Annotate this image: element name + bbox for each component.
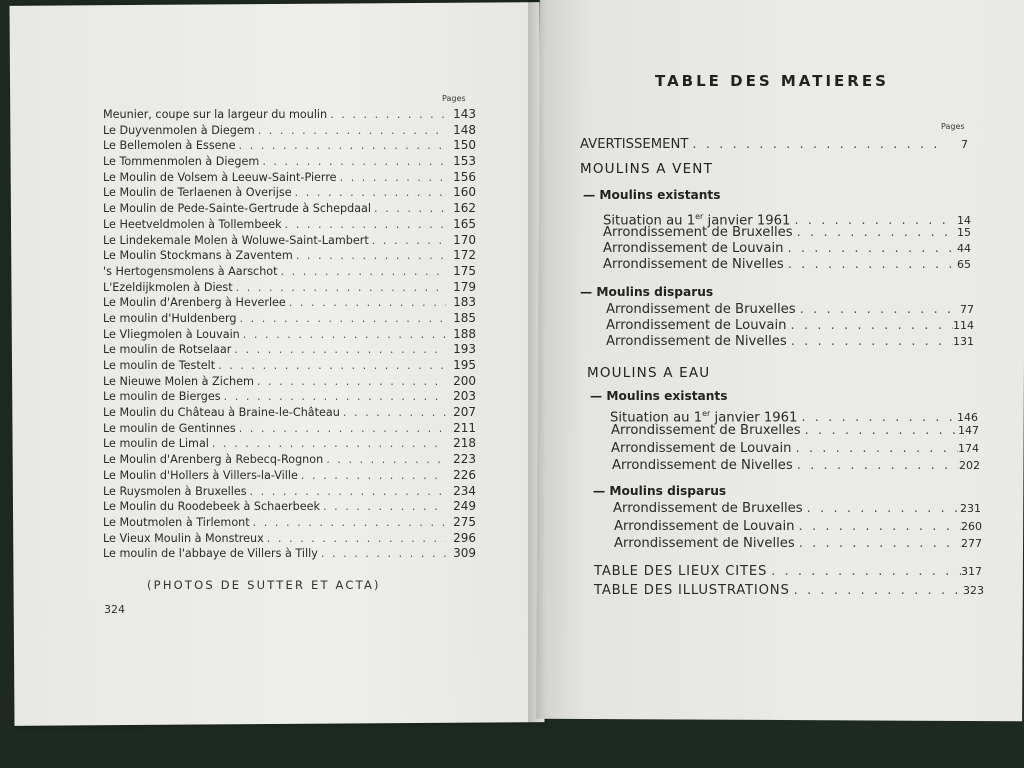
illustration-title: Le moulin de Rotselaar	[103, 343, 232, 357]
illustration-page: 148	[453, 122, 476, 137]
illustration-title: Le Moulin d'Arenberg à Rebecq-Rognon	[103, 453, 324, 467]
toc-entry-title: TABLE DES ILLUSTRATIONS	[594, 583, 790, 598]
toc-entry	[606, 301, 974, 318]
illustration-entry	[103, 531, 476, 547]
leader-dots	[292, 185, 446, 201]
illustration-title: Meunier, coupe sur la largeur du moulin	[103, 108, 328, 121]
illustration-entry	[103, 546, 476, 562]
illustration-title: Le Bellemolen à Essene	[103, 139, 236, 153]
illustration-entry	[103, 452, 476, 468]
toc-entry-page: 131	[953, 335, 974, 348]
toc-entry-avertissement	[580, 136, 968, 153]
illustration-entry	[103, 154, 476, 170]
leader-dots	[282, 217, 446, 233]
illustration-entry	[103, 138, 476, 154]
leader-dots	[323, 452, 446, 468]
illustration-title: Le Nieuwe Molen à Zichem	[103, 374, 254, 388]
leader-dots	[293, 248, 446, 264]
illustration-page: 150	[453, 138, 476, 153]
illustration-entry	[103, 436, 476, 452]
pages-column-header: Pages	[442, 94, 466, 103]
toc-entry-title: Arrondissement de Louvain	[611, 441, 792, 456]
illustration-entry	[103, 327, 476, 343]
illustration-title: 's Hertogensmolens à Aarschot	[103, 264, 278, 278]
toc-entry-page: 77	[960, 303, 974, 316]
illustration-entry	[103, 264, 476, 280]
toc-entry-title: Arrondissement de Louvain	[606, 318, 787, 333]
toc-entry-title: Arrondissement de Nivelles	[612, 458, 793, 473]
illustration-title: L'Ezeldijkmolen à Diest	[103, 280, 233, 294]
toc-entry-page: 323	[963, 584, 984, 597]
leader-dots	[215, 358, 446, 374]
illustration-title: Le moulin d'Huldenberg	[103, 311, 237, 325]
toc-entry-page: 114	[953, 319, 974, 332]
toc-entry-lieux	[594, 563, 982, 580]
toc-entry-title: Arrondissement de Bruxelles	[606, 302, 796, 317]
leader-dots	[209, 436, 446, 452]
illustration-entry	[103, 233, 476, 249]
illustration-page: 179	[453, 279, 476, 294]
toc-entry-title: Arrondissement de Nivelles	[614, 536, 795, 551]
illustration-page: 203	[453, 389, 476, 404]
toc-entry	[613, 500, 981, 517]
illustration-page: 207	[453, 405, 476, 420]
leader-dots	[233, 280, 446, 296]
illustration-entry	[103, 484, 476, 500]
illustration-entry	[103, 217, 476, 233]
leader-dots	[327, 107, 446, 123]
illustration-title: Le Moulin de Volsem à Leeuw-Saint-Pierre	[103, 170, 337, 184]
leader-dots	[255, 123, 446, 139]
leader-dots	[298, 468, 446, 484]
leader-dots	[369, 233, 446, 249]
illustration-page: 188	[453, 326, 476, 341]
toc-entry-page: 147	[958, 424, 979, 437]
leader-dots	[254, 374, 446, 390]
leader-dots	[250, 515, 446, 531]
toc-entry-page: 231	[960, 502, 981, 515]
toc-entry-title: Arrondissement de Louvain	[603, 241, 784, 256]
leader-dots	[247, 484, 446, 500]
leader-dots	[337, 170, 446, 186]
illustration-page: 296	[453, 530, 476, 545]
toc-entry	[611, 422, 979, 439]
illustration-title: Le Moulin du Roodebeek à Schaerbeek	[103, 500, 320, 514]
illustration-entry	[103, 374, 476, 390]
leader-dots	[371, 201, 446, 217]
toc-entry-title: Situation au 1er janvier 1961	[610, 409, 798, 426]
illustration-entry	[103, 311, 476, 327]
toc-entry-page: 15	[957, 226, 971, 239]
toc-entry	[603, 224, 971, 241]
illustration-entry	[103, 185, 476, 201]
toc-entry	[614, 518, 982, 535]
right-page	[536, 0, 1024, 721]
leader-dots	[237, 311, 446, 327]
leader-dots	[259, 154, 446, 170]
leader-dots	[318, 546, 446, 562]
illustration-page: 143	[453, 107, 476, 121]
illustration-page: 226	[453, 467, 476, 482]
illustration-title: Le Moulin de Terlaenen à Overijse	[103, 186, 292, 200]
subsection-heading: — Moulins disparus	[593, 484, 727, 498]
leader-dots	[286, 295, 446, 311]
toc-entry-illustrations	[594, 582, 984, 599]
toc-entry	[614, 535, 982, 552]
illustration-page: 156	[453, 169, 476, 184]
toc-entry-title: Situation au 1er janvier 1961	[603, 212, 791, 229]
illustration-entry	[103, 358, 476, 374]
toc-entry-title: AVERTISSEMENT	[580, 137, 689, 152]
pages-column-header: Pages	[941, 122, 965, 131]
illustration-page: 195	[453, 358, 476, 372]
illustration-entry	[103, 405, 476, 421]
illustration-page: 218	[453, 436, 476, 451]
toc-entry-title: Arrondissement de Louvain	[614, 519, 795, 534]
illustration-title: Le Moulin d'Arenberg à Heverlee	[103, 296, 286, 310]
illustration-page: 183	[453, 295, 476, 310]
illustration-entry	[103, 515, 476, 531]
leader-dots	[221, 389, 446, 405]
toc-entry-page: 202	[959, 459, 980, 472]
illustration-page: 223	[453, 452, 476, 467]
subsection-heading: — Moulins existants	[583, 188, 721, 202]
illustration-page: 193	[453, 342, 476, 357]
illustration-title: Le Moulin de Pede-Sainte-Gertrude à Schepdaal	[103, 202, 372, 216]
illustrations-list	[103, 107, 476, 562]
leader-dots	[236, 138, 446, 154]
illustration-title: Le Tommenmolen à Diegem	[103, 155, 260, 169]
leader-dots	[278, 264, 446, 280]
illustration-page: 160	[453, 185, 476, 200]
illustration-entry	[103, 295, 476, 311]
illustration-title: Le moulin de l'abbaye de Villers à Tilly	[103, 547, 318, 561]
book-spine	[528, 0, 546, 722]
illustration-entry	[103, 421, 476, 437]
illustration-title: Le moulin de Limal	[103, 437, 209, 451]
illustration-title: Le Vliegmolen à Louvain	[103, 327, 240, 341]
illustration-entry	[103, 342, 476, 358]
illustration-page: 234	[453, 483, 476, 498]
toc-entry-page: 7	[961, 138, 968, 151]
toc-entry-title: Arrondissement de Nivelles	[606, 334, 787, 349]
toc-entry-page: 317	[961, 565, 982, 578]
illustration-title: Le moulin de Testelt	[103, 359, 216, 372]
toc-entry-page: 260	[961, 520, 982, 533]
leader-dots	[264, 531, 446, 547]
illustration-title: Le moulin de Bierges	[103, 390, 221, 404]
toc-entry-page: 44	[957, 242, 971, 255]
illustration-page: 211	[453, 420, 476, 435]
toc-entry	[603, 240, 971, 257]
photo-credits: (PHOTOS DE SUTTER ET ACTA)	[147, 578, 381, 592]
toc-entry-page: 65	[957, 258, 971, 271]
toc-entry	[606, 333, 974, 350]
leader-dots	[240, 327, 446, 343]
illustration-entry	[103, 248, 476, 264]
illustration-entry	[103, 201, 476, 217]
illustration-title: Le Moulin du Château à Braine-le-Château	[103, 406, 340, 420]
toc-entry-title: Arrondissement de Bruxelles	[613, 501, 803, 516]
illustration-title: Le Heetveldmolen à Tollembeek	[103, 217, 282, 231]
toc-entry	[611, 440, 979, 457]
illustration-page: 275	[453, 514, 476, 529]
section-heading-vent: MOULINS A VENT	[580, 161, 714, 177]
illustration-page: 249	[453, 499, 476, 514]
leader-dots	[231, 342, 446, 358]
toc-entry	[612, 457, 980, 474]
subsection-heading: — Moulins existants	[590, 389, 728, 403]
illustration-page: 309	[453, 546, 476, 561]
illustration-title: Le Moulin Stockmans à Zaventem	[103, 249, 293, 263]
toc-entry	[603, 256, 971, 273]
toc-entry-title: Arrondissement de Bruxelles	[611, 423, 801, 438]
toc-entry-title: Arrondissement de Nivelles	[603, 257, 784, 272]
illustration-page: 165	[453, 216, 476, 231]
illustration-entry	[103, 468, 476, 484]
illustration-page: 185	[453, 310, 476, 325]
toc-entry-page: 277	[961, 537, 982, 550]
illustration-page: 153	[453, 154, 476, 169]
illustration-title: Le Ruysmolen à Bruxelles	[103, 484, 247, 498]
illustration-entry	[103, 170, 476, 186]
illustration-entry	[103, 389, 476, 405]
illustration-title: Le Duyvenmolen à Diegem	[103, 123, 255, 137]
illustration-entry	[103, 107, 476, 123]
toc-entry-title: TABLE DES LIEUX CITES	[594, 564, 768, 579]
toc-entry	[606, 317, 974, 334]
toc-entry-page: 174	[958, 442, 979, 455]
illustration-title: Le Moulin d'Hollers à Villers-la-Ville	[103, 468, 298, 482]
illustration-entry	[103, 123, 476, 139]
toc-title: TABLE DES MATIERES	[655, 72, 889, 90]
illustration-title: Le Lindekemale Molen à Woluwe-Saint-Lambert	[103, 233, 369, 247]
leader-dots	[340, 405, 446, 421]
illustration-page: 170	[453, 232, 476, 247]
leader-dots	[320, 499, 446, 515]
toc-entry-page: 14	[957, 214, 971, 228]
subsection-heading: — Moulins disparus	[580, 285, 714, 299]
toc-entry-page: 146	[957, 411, 978, 425]
illustration-title: Le moulin de Gentinnes	[103, 421, 236, 435]
illustration-title: Le Vieux Moulin à Monstreux	[103, 531, 264, 545]
illustration-page: 162	[453, 201, 476, 216]
illustration-page: 200	[453, 373, 476, 388]
illustration-page: 172	[453, 248, 476, 263]
leader-dots	[236, 421, 446, 437]
illustration-page: 175	[453, 263, 476, 278]
section-heading-eau: MOULINS A EAU	[587, 365, 711, 381]
illustration-entry	[103, 499, 476, 515]
toc-entry-title: Arrondissement de Bruxelles	[603, 225, 793, 240]
illustration-title: Le Moutmolen à Tirlemont	[103, 515, 250, 529]
page-number: 324	[104, 603, 125, 616]
illustration-entry	[103, 280, 476, 296]
